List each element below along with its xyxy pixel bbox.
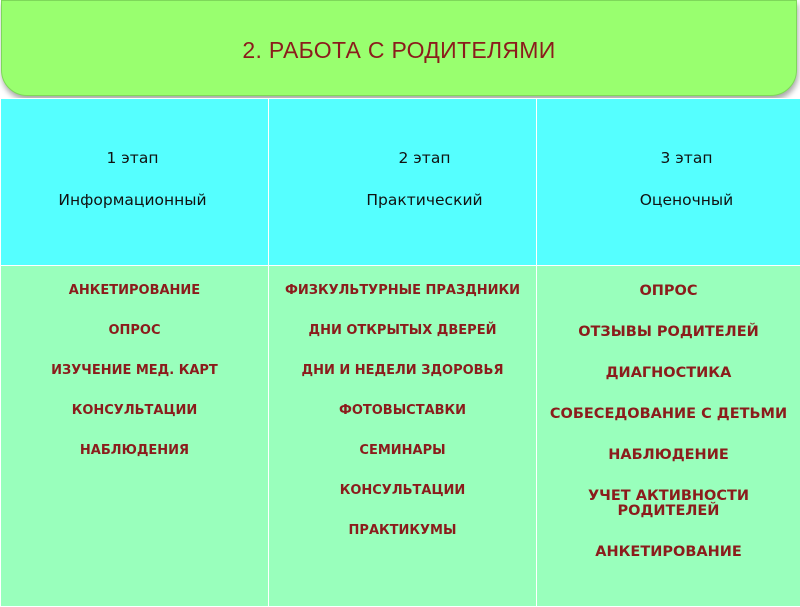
list-item: ИЗУЧЕНИЕ МЕД. КАРТ: [5, 364, 264, 378]
list-item: НАБЛЮДЕНИЕ: [541, 448, 796, 463]
stage-1-header: [1, 99, 269, 266]
list-item: НАБЛЮДЕНИЯ: [5, 444, 264, 458]
stages-items-row: [1, 266, 800, 607]
stage-2-header: [269, 99, 537, 266]
stage-1-name: Информационный: [1, 191, 268, 209]
list-item: ДНИ ОТКРЫТЫХ ДВЕРЕЙ: [273, 324, 532, 338]
stages-header-row: [1, 99, 800, 266]
stage-1-items-cell: [1, 266, 269, 607]
list-item: ОПРОС: [5, 324, 264, 338]
stage-3-items: [537, 266, 800, 560]
stage-2-items-cell: [269, 266, 537, 607]
list-item: КОНСУЛЬТАЦИИ: [273, 484, 532, 498]
stage-2-number: 2 этап: [269, 149, 536, 167]
list-item: ФИЗКУЛЬТУРНЫЕ ПРАЗДНИКИ: [273, 284, 532, 298]
list-item: СЕМИНАРЫ: [273, 444, 532, 458]
stage-3-number: 3 этап: [537, 149, 800, 167]
stage-2-name: Практический: [269, 191, 536, 209]
list-item: АНКЕТИРОВАНИЕ: [541, 545, 796, 560]
list-item: ПРАКТИКУМЫ: [273, 524, 532, 538]
stage-3-header: [537, 99, 800, 266]
list-item: ОТЗЫВЫ РОДИТЕЛЕЙ: [541, 325, 796, 340]
stage-3-name: Оценочный: [537, 191, 800, 209]
stages-table: [0, 98, 800, 607]
page-title: 2. РАБОТА С РОДИТЕЛЯМИ: [2, 37, 796, 64]
list-item: ОПРОС: [541, 284, 796, 299]
list-item: ДИАГНОСТИКА: [541, 366, 796, 381]
title-banner: [1, 0, 797, 96]
list-item: УЧЕТ АКТИВНОСТИ РОДИТЕЛЕЙ: [541, 489, 796, 519]
list-item: ФОТОВЫСТАВКИ: [273, 404, 532, 418]
list-item: КОНСУЛЬТАЦИИ: [5, 404, 264, 418]
stage-1-number: 1 этап: [1, 149, 268, 167]
list-item: СОБЕСЕДОВАНИЕ С ДЕТЬМИ: [541, 407, 796, 422]
list-item: ДНИ И НЕДЕЛИ ЗДОРОВЬЯ: [273, 364, 532, 378]
stage-1-items: [1, 266, 268, 458]
stage-3-items-cell: [537, 266, 800, 607]
stage-2-items: [269, 266, 536, 538]
list-item: АНКЕТИРОВАНИЕ: [5, 284, 264, 298]
